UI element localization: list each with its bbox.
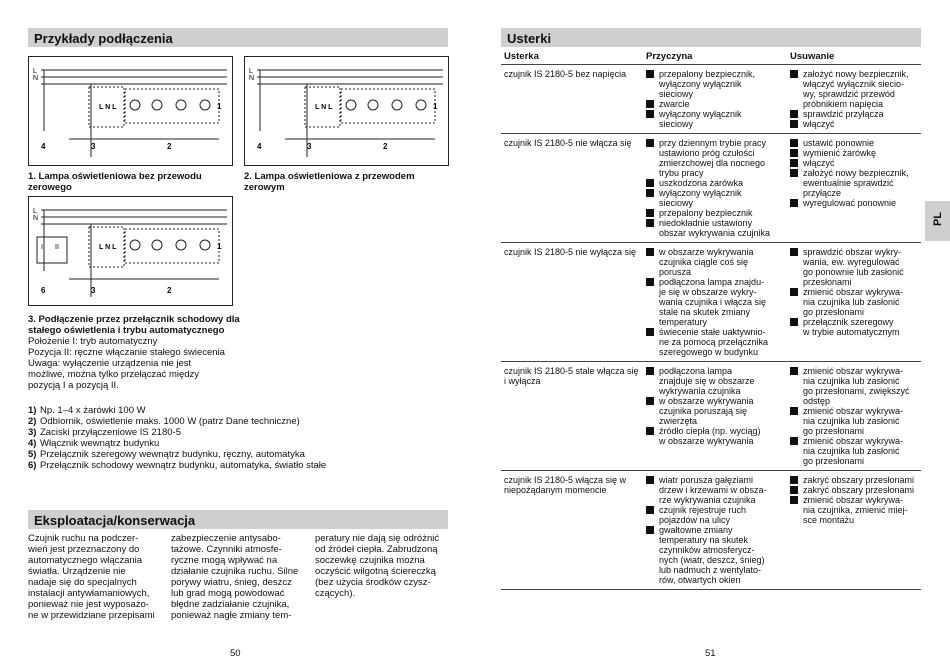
bullet-line: ewentualnie sprawdzić	[803, 178, 894, 188]
bullet-line: świecenie stałe uaktywnio-	[659, 327, 766, 337]
square-bullet-icon	[646, 70, 654, 78]
bullet-item	[646, 426, 784, 446]
bullet-line: sprawdzić obszar wykry-	[803, 247, 902, 257]
caption-3-line: możliwe, można tylko przełączać między	[28, 369, 200, 380]
square-bullet-icon	[790, 139, 798, 147]
square-bullet-icon	[646, 110, 654, 118]
fault-cell: czujnik IS 2180-5 nie wyłącza się	[501, 243, 643, 362]
caption-3-line: pozycją I a pozycją II.	[28, 380, 119, 391]
wiring-svg-3	[29, 197, 232, 305]
bullet-line: w obszarze wykrywania	[659, 396, 754, 406]
label-1: 1	[433, 102, 438, 111]
bullet-line: próbnikiem napięcia	[803, 99, 884, 109]
square-bullet-icon	[790, 169, 798, 177]
bullet-item	[646, 327, 784, 357]
bullet-line: nia czujnika lub zasłonić	[803, 376, 900, 386]
bullet-line: źródło ciepła (np. wyciąg)	[659, 426, 761, 436]
bullet-line: przesłonami	[803, 277, 852, 287]
square-bullet-icon	[646, 526, 654, 534]
square-bullet-icon	[790, 70, 798, 78]
bullet-line: wy, sprawdzić przewód	[803, 89, 895, 99]
square-bullet-icon	[790, 476, 798, 484]
label-1: 1	[217, 102, 222, 111]
fault-cell: czujnik IS 2180-5 stale włącza się i wyłącza	[501, 362, 643, 471]
square-bullet-icon	[646, 179, 654, 187]
bullet-item	[790, 406, 918, 436]
maintenance-col-3: peratury nie dają się odróżnić od źródeł ciepła. Zabrudzoną soczewkę czujnika można oczyścić wilgotną ściereczką (bez użycia środków czysz- czących).	[315, 533, 440, 599]
section-title: Przykłady podłączenia	[34, 31, 173, 46]
bullet-line: go przesłonami	[803, 307, 865, 317]
bullet-line: nia czujnika lub zasłonić	[803, 416, 900, 426]
bullet-item	[790, 287, 918, 317]
bullet-line: lub nadmuch z wentylato-	[659, 565, 762, 575]
label-n: N	[33, 215, 39, 222]
square-bullet-icon	[646, 506, 654, 514]
caption-3-line: Pozycja II: ręczne włączanie stałego świecenia	[28, 347, 225, 358]
square-bullet-icon	[646, 189, 654, 197]
bullet-item	[646, 69, 784, 99]
label-l: L	[249, 68, 253, 75]
label-terminals: L N L	[99, 104, 117, 111]
cause-cell	[643, 65, 787, 134]
fix-cell	[787, 65, 921, 134]
label-3: 3	[307, 142, 312, 151]
table-row	[501, 65, 921, 134]
bullet-line: zmierzchowej dla nocnego	[659, 158, 766, 168]
bullet-line: zmienić obszar wykrywa-	[803, 406, 904, 416]
section-header-connections	[28, 28, 448, 47]
bullet-item	[790, 475, 918, 485]
caption-diagram-3	[28, 314, 328, 391]
bullet-line: wyłączony wyłącznik	[659, 188, 742, 198]
bullet-line: nych (wiatr, deszcz, śnieg)	[659, 555, 765, 565]
section-header-maintenance	[28, 510, 448, 529]
caption-3-title: 3. Podłączenie przez przełącznik schodowy dla stałego oświetlenia i trybu automatycznego	[28, 314, 240, 336]
label-4: 4	[41, 142, 46, 151]
label-3: 3	[91, 142, 96, 151]
wiring-diagram-2	[244, 56, 449, 166]
label-2: 2	[383, 142, 388, 151]
bullet-item	[646, 208, 784, 218]
square-bullet-icon	[790, 149, 798, 157]
bullet-line: sieciowy	[659, 89, 694, 99]
caption-diagram-1: 1. Lampa oświetleniowa bez przewodu zerowego	[28, 171, 202, 193]
bullet-item	[790, 198, 918, 208]
bullet-line: go ponownie lub zasłonić	[803, 267, 904, 277]
bullet-line: sieciowy	[659, 119, 694, 129]
language-tab: PL	[925, 201, 950, 241]
bullet-line: trybu pracy	[659, 168, 704, 178]
bullet-line: pojazdów na ulicy	[659, 515, 731, 525]
bullet-line: czynników atmosferycz-	[659, 545, 755, 555]
square-bullet-icon	[646, 367, 654, 375]
square-bullet-icon	[790, 159, 798, 167]
bullet-item	[646, 99, 784, 109]
bullet-item	[790, 168, 918, 198]
square-bullet-icon	[790, 288, 798, 296]
label-i: I	[41, 244, 43, 251]
bullet-item	[790, 148, 918, 158]
bullet-line: rze wykrywania czujnika	[659, 495, 756, 505]
square-bullet-icon	[790, 199, 798, 207]
bullet-line: uszkodzona żarówka	[659, 178, 744, 188]
table-row	[501, 243, 921, 362]
label-1: 1	[217, 242, 222, 251]
label-3: 3	[91, 286, 96, 295]
bullet-item	[790, 158, 918, 168]
square-bullet-icon	[646, 397, 654, 405]
bullet-line: ne za pomocą przełącznika	[659, 337, 769, 347]
bullet-line: go przesłonami	[803, 426, 865, 436]
label-n: N	[249, 75, 255, 82]
cause-cell	[643, 134, 787, 243]
square-bullet-icon	[790, 486, 798, 494]
bullet-line: drzew i krzewami w obsza-	[659, 485, 767, 495]
bullet-item	[646, 218, 784, 238]
bullet-item	[790, 69, 918, 109]
bullet-line: przyłącze	[803, 188, 842, 198]
bullet-line: włączyć	[803, 119, 835, 129]
bullet-line: przepalony bezpiecznik	[659, 208, 753, 218]
bullet-line: temperatury na skutek	[659, 535, 749, 545]
bullet-item	[646, 109, 784, 129]
section-title: Usterki	[507, 31, 552, 46]
bullet-item	[646, 475, 784, 505]
page-number-right: 51	[705, 648, 716, 659]
bullet-line: ustawić ponownie	[803, 138, 875, 148]
maintenance-col-1: Czujnik ruchu na podczer- wień jest przeznaczony do automatycznego włączania światła. Urządzenie nie nadaje się do specjalnych instalacji antywłamaniowych, ponieważ nie jest wyposażo- ne w przewidziane przepisami	[28, 533, 155, 621]
bullet-item	[790, 247, 918, 287]
label-n: N	[33, 75, 39, 82]
bullet-line: go przesłonami, zwiększyć	[803, 386, 910, 396]
square-bullet-icon	[646, 100, 654, 108]
bullet-item	[646, 188, 784, 208]
square-bullet-icon	[646, 139, 654, 147]
bullet-line: zmienić obszar wykrywa-	[803, 436, 904, 446]
maintenance-col-2: zabezpieczenie antysabo- tażowe. Czynniki atmosfe- ryczne mogą wpływać na działanie czujnika ruchu. Silne porywy wiatru, śnieg, deszcz lub grad mogą powodować błędne zadziałanie czujnika, ponieważ nagłe zmiany tem-	[171, 533, 299, 621]
bullet-line: je się w obszarze wykry-	[659, 287, 757, 297]
bullet-item	[790, 119, 918, 129]
bullet-line: zakryć obszary przesłonami	[803, 475, 915, 485]
legend-item: 5) Przełącznik szeregowy wewnątrz budynku, ręczny, automatyka	[28, 449, 305, 460]
bullet-line: w obszarze wykrywania	[659, 436, 754, 446]
label-l: L	[33, 208, 37, 215]
square-bullet-icon	[646, 476, 654, 484]
wiring-svg-1	[29, 57, 232, 165]
bullet-line: sieciowy	[659, 198, 694, 208]
legend-item: 3) Zaciski przyłączeniowe IS 2180-5	[28, 427, 181, 438]
caption-diagram-2: 2. Lampa oświetleniowa z przewodem zerowym	[244, 171, 415, 193]
bullet-line: podłączona lampa	[659, 366, 733, 376]
square-bullet-icon	[646, 219, 654, 227]
table-row	[501, 471, 921, 590]
bullet-line: porusza	[659, 267, 692, 277]
fault-cell: czujnik IS 2180-5 nie włącza się	[501, 134, 643, 243]
table-header-row	[501, 50, 921, 65]
wiring-diagram-3	[28, 196, 233, 306]
cause-cell	[643, 243, 787, 362]
bullet-line: wyłączony wyłącznik	[659, 109, 742, 119]
bullet-item	[646, 178, 784, 188]
bullet-line: wyłączony wyłącznik	[659, 79, 742, 89]
bullet-line: wania czujnika i włącza się	[659, 297, 767, 307]
bullet-line: wania, ew. wyregulować	[803, 257, 900, 267]
bullet-line: zmienić obszar wykrywa-	[803, 366, 904, 376]
square-bullet-icon	[646, 328, 654, 336]
caption-3-line: Położenie I: tryb automatyczny	[28, 336, 158, 347]
fix-cell	[787, 362, 921, 471]
bullet-line: czujnika ciągle coś się	[659, 257, 749, 267]
bullet-line: nia czujnika, zmienić miej-	[803, 505, 908, 515]
bullet-line: założyć nowy bezpiecznik,	[803, 69, 909, 79]
label-4: 4	[257, 142, 262, 151]
square-bullet-icon	[646, 278, 654, 286]
fix-cell	[787, 134, 921, 243]
square-bullet-icon	[790, 367, 798, 375]
bullet-item	[646, 138, 784, 178]
faults-table	[501, 50, 921, 590]
bullet-line: czujnik rejestruje ruch	[659, 505, 747, 515]
legend-item: 4) Włącznik wewnątrz budynku	[28, 438, 160, 449]
bullet-line: zakryć obszary przesłonami	[803, 485, 915, 495]
bullet-line: rów, otwartych okien	[659, 575, 741, 585]
label-l: L	[33, 68, 37, 75]
col-header-cause: Przyczyna	[643, 50, 787, 65]
bullet-line: nia czujnika lub zasłonić	[803, 297, 900, 307]
bullet-line: w trybie automatycznym	[803, 327, 900, 337]
bullet-line: wykrywania czujnika	[659, 386, 741, 396]
bullet-line: włączyć wyłącznik siecio-	[803, 79, 905, 89]
bullet-line: szeregowego w budynku	[659, 347, 759, 357]
bullet-line: zwierzęta	[659, 416, 698, 426]
fix-cell	[787, 243, 921, 362]
col-header-fault: Usterka	[501, 50, 643, 65]
square-bullet-icon	[790, 248, 798, 256]
bullet-line: zmienić obszar wykrywa-	[803, 495, 904, 505]
fault-cell: czujnik IS 2180-5 bez napięcia	[501, 65, 643, 134]
table-row	[501, 134, 921, 243]
label-terminals: L N L	[315, 104, 333, 111]
bullet-line: zmienić obszar wykrywa-	[803, 287, 904, 297]
bullet-item	[646, 366, 784, 396]
bullet-item	[790, 317, 918, 337]
bullet-line: w obszarze wykrywania	[659, 247, 754, 257]
section-header-faults	[501, 28, 921, 47]
cause-cell	[643, 362, 787, 471]
label-2: 2	[167, 142, 172, 151]
bullet-line: temperatury	[659, 317, 708, 327]
section-title: Eksploatacja/konserwacja	[34, 513, 196, 528]
table-row	[501, 362, 921, 471]
bullet-item	[646, 505, 784, 525]
bullet-line: wymienić żarówkę	[803, 148, 877, 158]
square-bullet-icon	[790, 318, 798, 326]
col-header-fix: Usuwanie	[787, 50, 921, 65]
fault-cell: czujnik IS 2180-5 włącza się w niepożądanym momencie	[501, 471, 643, 590]
bullet-line: podłączona lampa znajdu-	[659, 277, 765, 287]
label-terminals: L N L	[99, 244, 117, 251]
bullet-line: wiatr porusza gałęziami	[659, 475, 754, 485]
bullet-line: go przesłonami	[803, 456, 865, 466]
bullet-line: znajduje się w obszarze	[659, 376, 755, 386]
bullet-line: obszar wykrywania czujnika	[659, 228, 771, 238]
caption-3-line: Uwaga: wyłączenie urządzenia nie jest	[28, 358, 192, 369]
bullet-line: niedokładnie ustawiony	[659, 218, 753, 228]
bullet-line: gwałtowne zmiany	[659, 525, 733, 535]
legend-list	[28, 405, 448, 471]
bullet-item	[646, 277, 784, 327]
legend-item: 1) Np. 1–4 x żarówki 100 W	[28, 405, 146, 416]
bullet-line: ustawiono próg czułości	[659, 148, 755, 158]
bullet-line: sce montażu	[803, 515, 855, 525]
legend-item: 6) Przełącznik schodowy wewnątrz budynku, automatyka, światło stałe	[28, 460, 327, 471]
cause-cell	[643, 471, 787, 590]
bullet-line: czujnika poruszają się	[659, 406, 748, 416]
bullet-line: przełącznik szeregowy	[803, 317, 894, 327]
bullet-line: zwarcie	[659, 99, 690, 109]
bullet-line: przepalony bezpiecznik,	[659, 69, 756, 79]
bullet-item	[790, 436, 918, 466]
bullet-item	[646, 247, 784, 277]
square-bullet-icon	[790, 437, 798, 445]
square-bullet-icon	[646, 248, 654, 256]
bullet-line: stale na skutek zmiany	[659, 307, 751, 317]
bullet-line: przy dziennym trybie pracy	[659, 138, 767, 148]
square-bullet-icon	[790, 407, 798, 415]
wiring-svg-2	[245, 57, 448, 165]
bullet-line: sprawdzić przyłącza	[803, 109, 884, 119]
square-bullet-icon	[646, 427, 654, 435]
bullet-item	[790, 366, 918, 406]
bullet-item	[646, 396, 784, 426]
legend-item: 2) Odbiornik, oświetlenie maks. 1000 W (patrz Dane techniczne)	[28, 416, 300, 427]
page-number-left: 50	[230, 648, 241, 659]
bullet-item	[790, 485, 918, 495]
label-2: 2	[167, 286, 172, 295]
bullet-line: wyregulować ponownie	[803, 198, 897, 208]
label-ii: II	[55, 244, 59, 251]
wiring-diagram-1	[28, 56, 233, 166]
bullet-item	[646, 525, 784, 585]
bullet-line: założyć nowy bezpiecznik,	[803, 168, 909, 178]
bullet-item	[790, 495, 918, 525]
square-bullet-icon	[790, 496, 798, 504]
bullet-line: włączyć	[803, 158, 835, 168]
fix-cell	[787, 471, 921, 590]
bullet-line: nia czujnika lub zasłonić	[803, 446, 900, 456]
label-6: 6	[41, 286, 46, 295]
bullet-item	[790, 109, 918, 119]
square-bullet-icon	[790, 110, 798, 118]
bullet-line: odstęp	[803, 396, 831, 406]
bullet-item	[790, 138, 918, 148]
square-bullet-icon	[646, 209, 654, 217]
square-bullet-icon	[790, 120, 798, 128]
